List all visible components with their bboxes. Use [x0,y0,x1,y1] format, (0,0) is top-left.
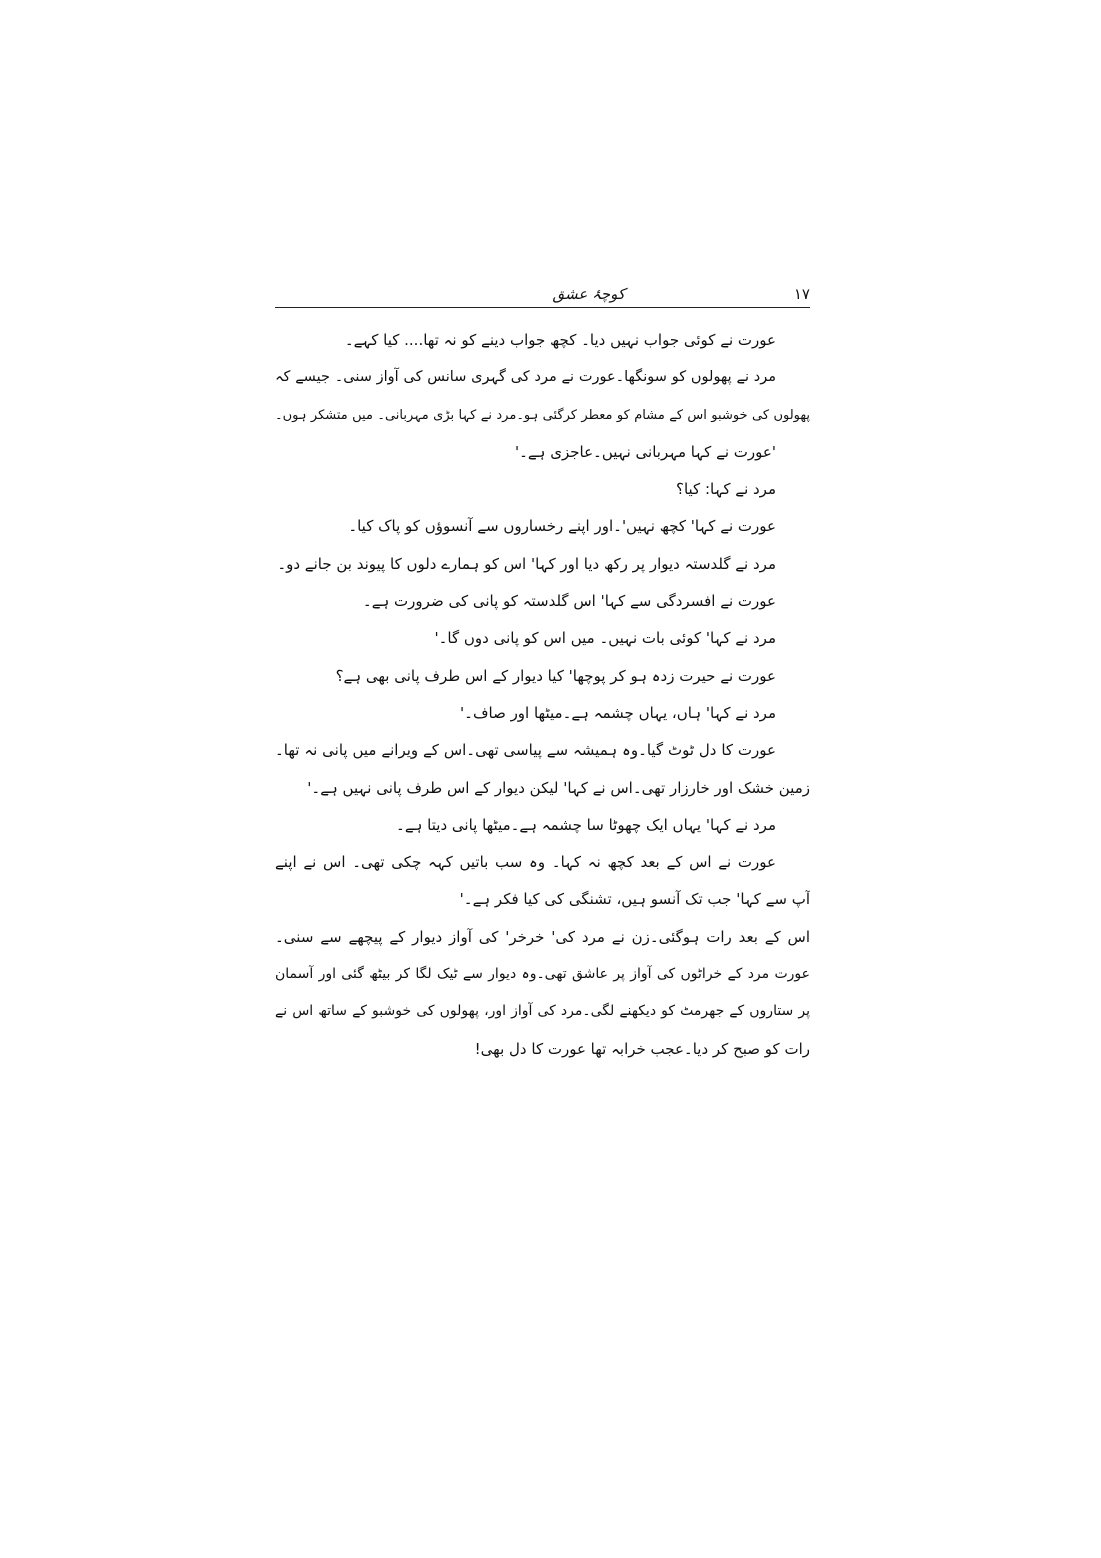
text-line: اس کے بعد رات ہوگئی۔زن نے مرد کی' خرخر' کی آواز دیوار کے پیچھے سے سنی۔ [275,927,810,946]
text-line: عورت نے کوئی جواب نہیں دیا۔ کچھ جواب دینے کو نہ تھا.... کیا کہے۔ [344,331,776,349]
text-line: 'عورت نے کہا مہربانی نہیں۔عاجزی ہے۔' [514,442,776,461]
running-header [275,283,810,305]
text-line: عورت مرد کے خراٹوں کی آواز پر عاشق تھی۔وہ دیوار سے ٹیک لگا کر بیٹھ گئی اور آسمان [275,966,810,983]
text-line: مرد نے کہا: کیا؟ [675,480,776,499]
text-line: زمین خشک اور خارزار تھی۔اس نے کہا' لیکن دیوار کے اس طرف پانی نہیں ہے۔' [307,778,810,797]
text-line: آپ سے کہا' جب تک آنسو ہیں، تشنگی کی کیا فکر ہے۔' [459,890,810,909]
text-line: عورت نے حیرت زدہ ہو کر پوچھا' کیا دیوار کے اس طرف پانی بھی ہے؟ [335,666,776,685]
page-body [275,322,810,1068]
book-title: کوچۂ عشق [552,285,625,303]
text-line: مرد نے گلدستہ دیوار پر رکھ دیا اور کہا' اس کو ہمارے دلوں کا پیوند بن جانے دو۔ [277,554,776,573]
text-line: عورت نے کہا' کچھ نہیں'۔اور اپنے رخساروں سے آنسوؤں کو پاک کیا۔ [348,517,776,536]
text-line: مرد نے کہا' یہاں ایک چھوٹا سا چشمہ ہے۔میٹھا پانی دیتا ہے۔ [396,815,776,834]
text-line: رات کو صبح کر دیا۔عجب خرابہ تھا عورت کا دل بھی! [474,1039,810,1058]
text-line: عورت نے افسردگی سے کہا' اس گلدستہ کو پانی کی ضرورت ہے۔ [362,592,776,611]
page-number: ۱۷ [793,285,810,303]
header-rule [275,307,810,308]
text-line: عورت کا دل ٹوٹ گیا۔وہ ہمیشہ سے پیاسی تھی۔اس کے ویرانے میں پانی نہ تھا۔ [275,741,776,760]
text-line: مرد نے کہا' کوئی بات نہیں۔ میں اس کو پانی دوں گا۔' [434,629,776,648]
text-line: مرد نے پھولوں کو سونگھا۔عورت نے مرد کی گہری سانس کی آواز سنی۔ جیسے کہ [275,369,776,386]
text-line: مرد نے کہا' ہاں، یہاں چشمہ ہے۔میٹھا اور صاف۔' [460,703,776,722]
text-line: پھولوں کی خوشبو اس کے مشام کو معطر کرگئی ہو۔مرد نے کہا بڑی مہربانی۔ میں متشکر ہوں۔ [275,407,810,423]
text-line: عورت نے اس کے بعد کچھ نہ کہا۔ وہ سب باتیں کہہ چکی تھی۔ اس نے اپنے [275,853,776,872]
text-line: پر ستاروں کے جھرمٹ کو دیکھنے لگی۔مرد کی آواز اور، پھولوں کی خوشبو کے ساتھ اس نے [275,1003,810,1020]
